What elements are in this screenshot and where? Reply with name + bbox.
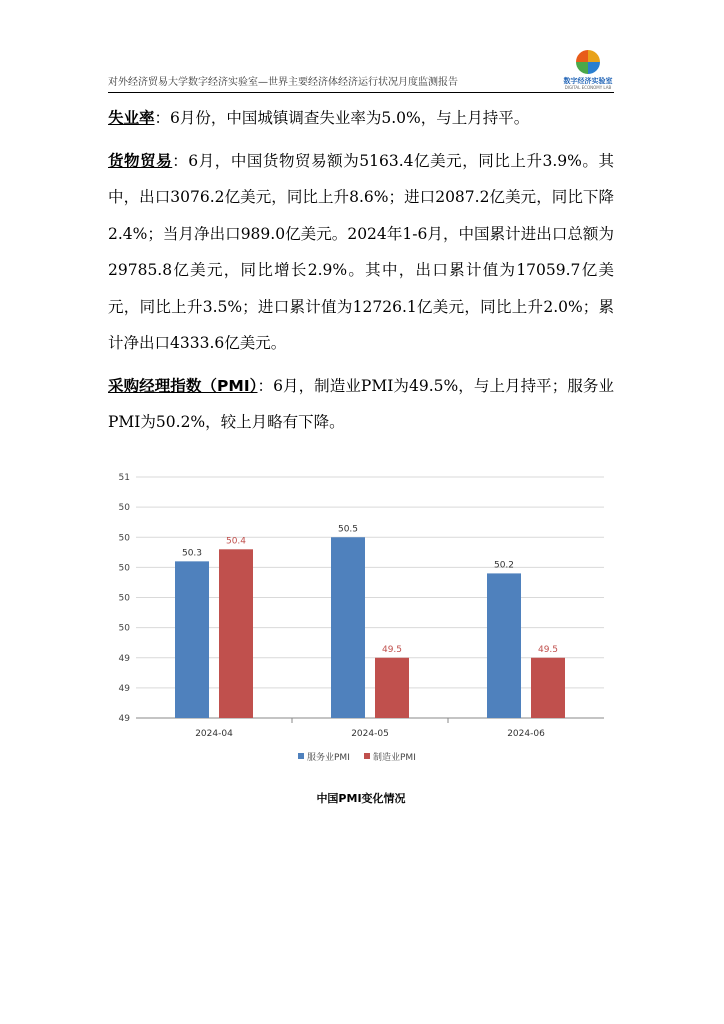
data-label: 49.5 <box>537 644 559 655</box>
bar <box>487 573 521 718</box>
unemployment-paragraph <box>108 100 614 137</box>
y-tick-label: 50 <box>118 503 130 514</box>
bar <box>331 537 365 718</box>
legend-swatch <box>298 753 304 759</box>
pmi-heading: 采购经理指数（PMI） <box>108 376 258 395</box>
y-tick-label: 50 <box>118 593 130 604</box>
legend-label: 服务业PMI <box>307 753 350 763</box>
header-title: 对外经济贸易大学数字经济实验室—世界主要经济体经济运行状况月度监测报告 <box>108 77 458 88</box>
unemployment-text: ：6月份，中国城镇调查失业率为5.0%，与上月持平。 <box>154 109 530 127</box>
data-label: 49.5 <box>381 644 403 655</box>
pmi-paragraph <box>108 368 614 441</box>
y-tick-label: 50 <box>118 563 130 574</box>
unemployment-heading: 失业率 <box>108 109 155 127</box>
y-tick-label: 51 <box>118 473 130 483</box>
bar <box>375 658 409 718</box>
x-tick-label: 2024-04 <box>195 729 233 739</box>
y-tick-label: 49 <box>118 683 130 694</box>
bar <box>175 561 209 718</box>
data-label: 50.4 <box>225 536 247 547</box>
data-label: 50.5 <box>337 524 359 535</box>
logo-subtext: DIGITAL ECONOMY LAB <box>564 85 612 90</box>
x-tick-label: 2024-05 <box>351 729 389 739</box>
data-label: 50.2 <box>493 560 515 571</box>
pmi-chart-svg <box>108 460 614 780</box>
y-tick-label: 49 <box>118 653 130 664</box>
legend-label: 制造业PMI <box>373 753 416 763</box>
x-tick-label: 2024-06 <box>507 729 545 739</box>
logo-text: 数字经济实验室 <box>563 77 613 85</box>
y-tick-label: 50 <box>118 533 130 544</box>
pmi-chart <box>108 460 614 780</box>
data-label: 50.3 <box>181 548 203 559</box>
bar <box>219 549 253 718</box>
lab-logo <box>562 50 614 92</box>
bar <box>531 658 565 718</box>
report-body <box>108 100 614 447</box>
legend-swatch <box>364 753 370 759</box>
y-tick-label: 49 <box>118 714 130 724</box>
chart-caption: 中国PMI变化情况 <box>316 792 406 805</box>
y-tick-label: 50 <box>118 623 130 634</box>
pmi-text: ：6月，制造业PMI为49.5%，与上月持平；服务业PMI为50.2%，较上月略有下降。 <box>108 376 614 431</box>
trade-paragraph <box>108 143 614 362</box>
trade-heading: 货物贸易 <box>108 151 173 170</box>
trade-text: ：6月，中国货物贸易额为5163.4亿美元，同比上升3.9%。其中，出口3076.2亿美元，同比上升8.6%；进口2087.2亿美元，同比下降2.4%；当月净出口989.0亿美元。2024年1-6月，中国累计进出口总额为29785.8亿美元，同比增长2.9%。其中，出口累计值为17059.7亿美元，同比上升3.5%；进口累计值为12726.1亿美元，同比上升2.0%；累计净出口4333.6亿美元。 <box>108 151 614 352</box>
logo-globe-icon <box>576 50 600 74</box>
report-header <box>108 74 614 93</box>
